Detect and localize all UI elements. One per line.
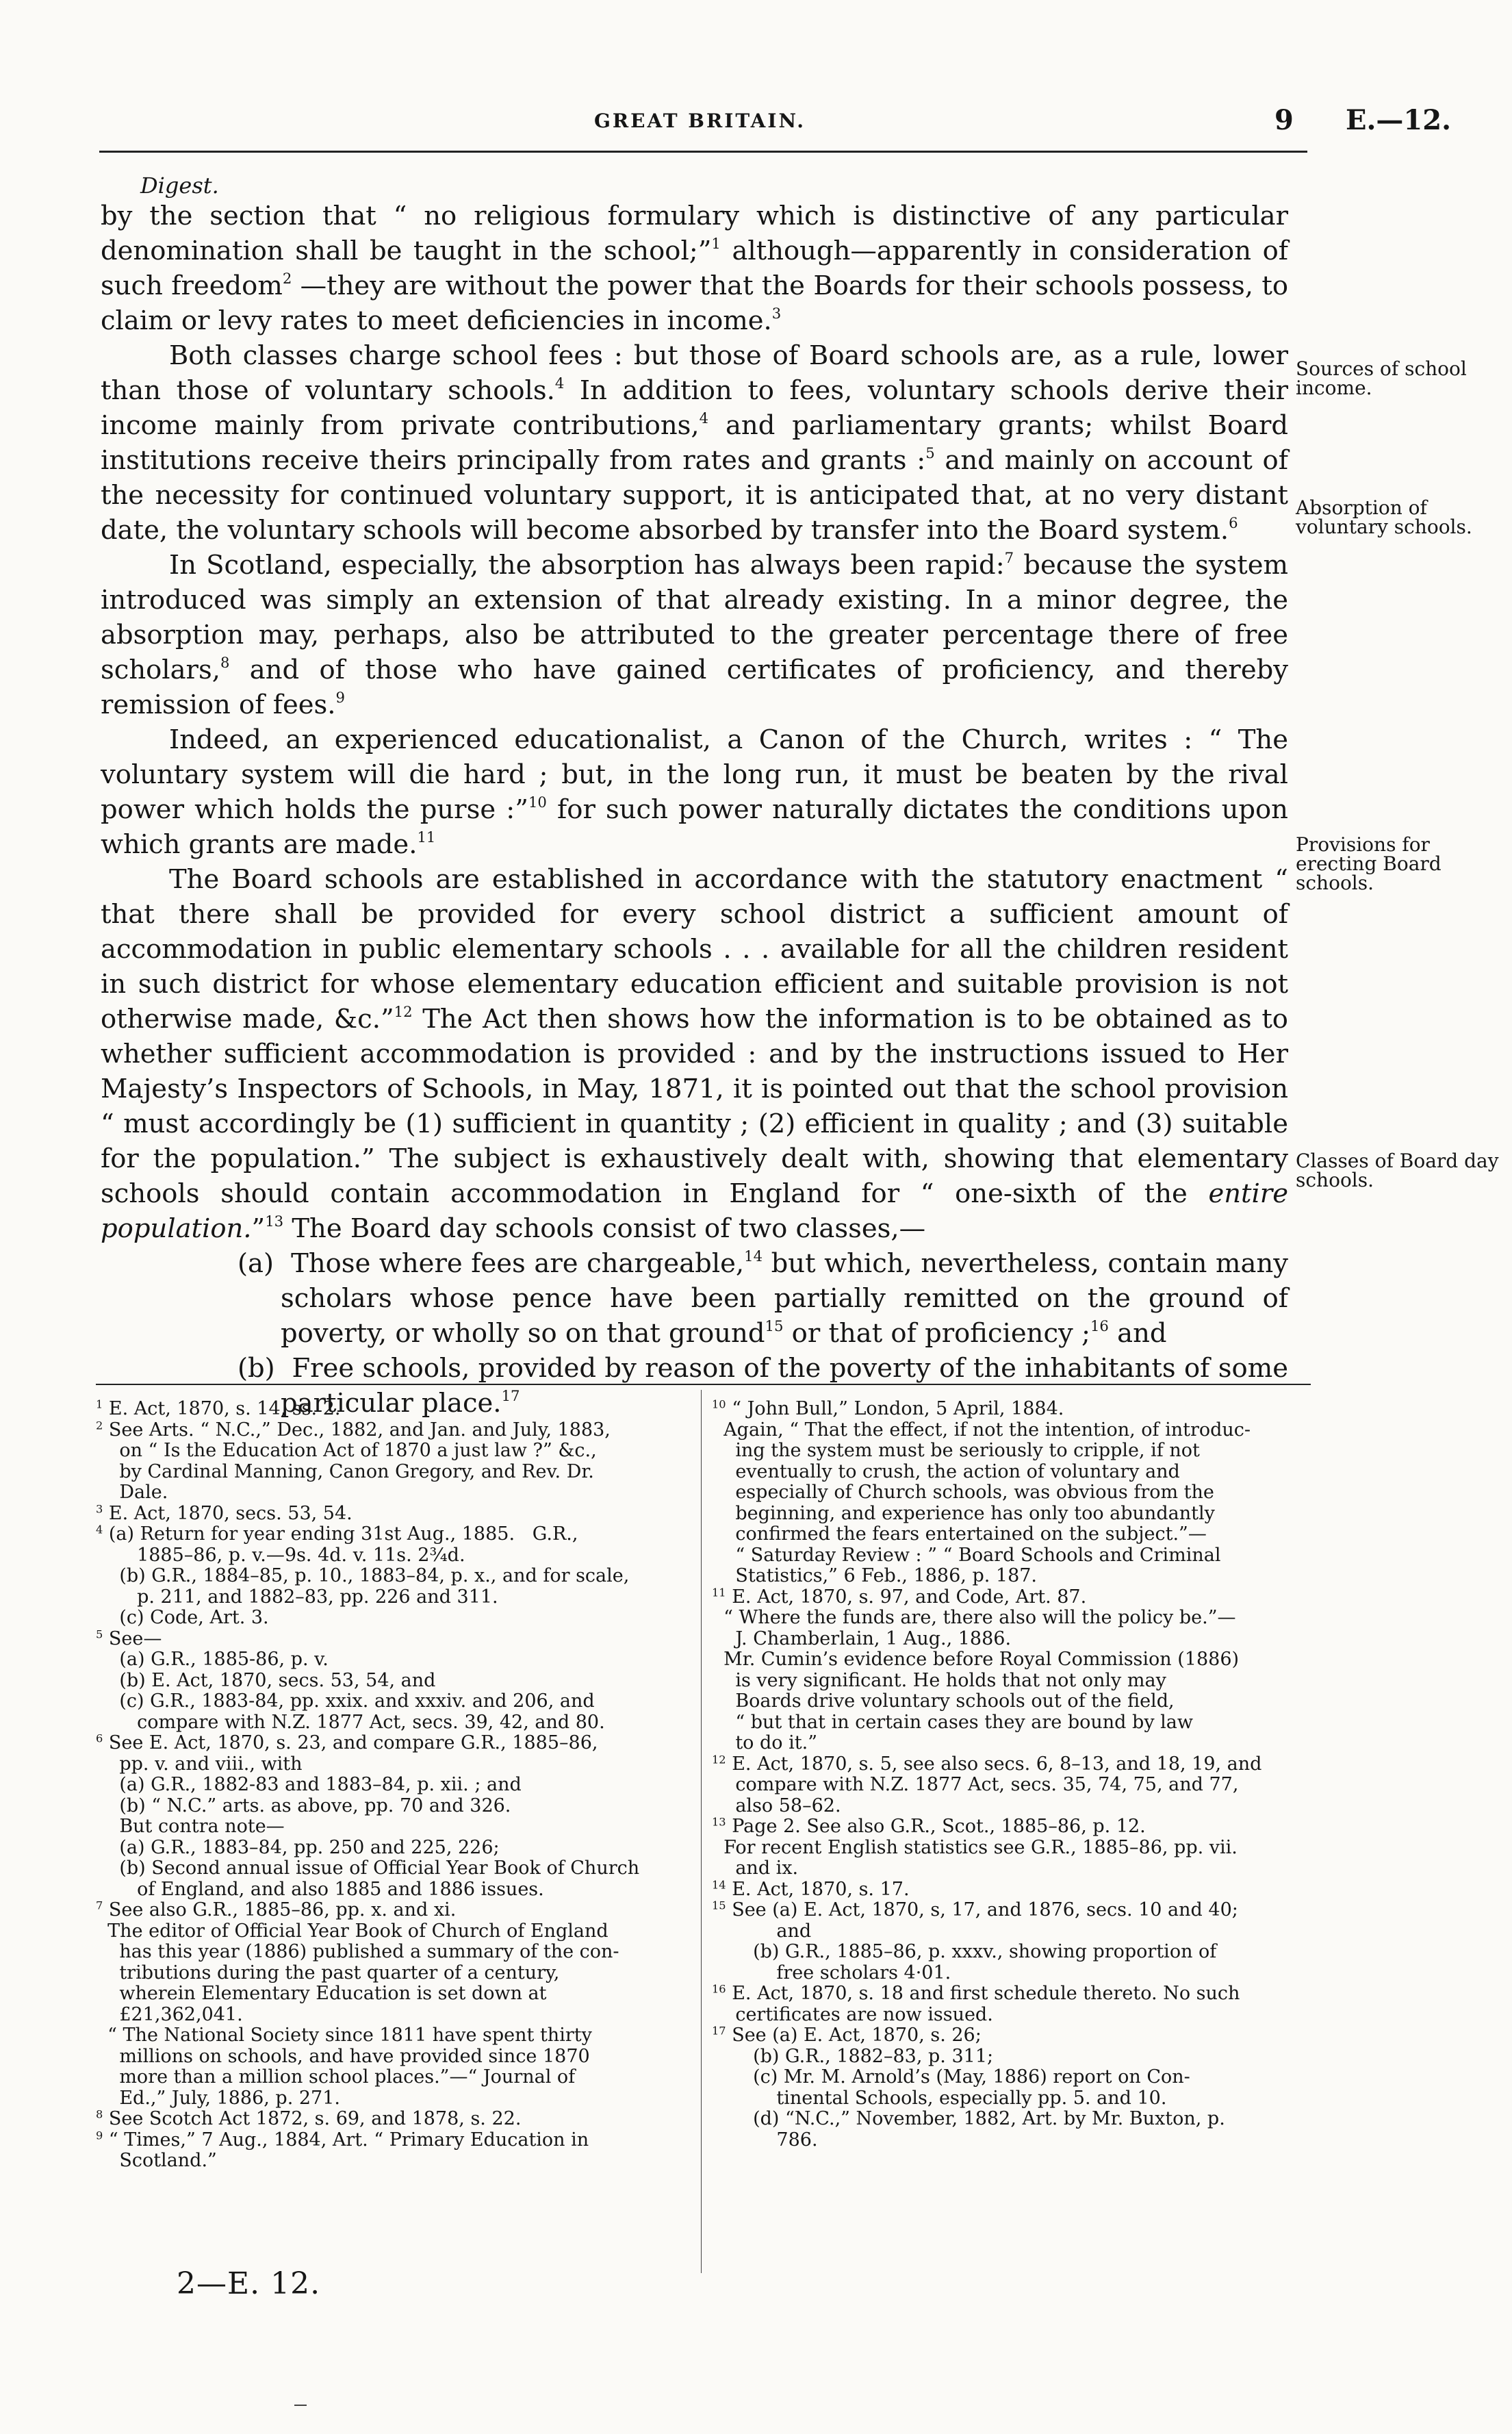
footnote-line <box>712 1900 1311 1921</box>
footnote-line <box>96 1942 693 1963</box>
footnote-line <box>96 1649 693 1671</box>
footnote-text: (b) E. Act, 1870, secs. 53, 54, and <box>96 1669 436 1691</box>
footnote-line <box>96 2151 693 2172</box>
footnote-text: “ Saturday Review : ” “ Board Schools and Criminal <box>712 1544 1221 1566</box>
footnote-text: (a) G.R., 1885-86, p. v. <box>96 1649 329 1670</box>
footnote-line <box>712 1983 1311 2005</box>
header-rule <box>99 151 1307 153</box>
footnote-line <box>712 1420 1311 1441</box>
footnotes-right-column <box>712 1399 1311 2151</box>
footnote-line <box>712 1671 1311 1692</box>
footnote-text: E. Act, 1870, s. 97, and Code, Art. 87. <box>726 1586 1087 1608</box>
footnote-line <box>96 1838 693 1859</box>
footnote-line <box>712 2130 1311 2151</box>
footnote-text: confirmed the fears entertained on the subject.”— <box>712 1523 1207 1545</box>
footnote-text: But contra note— <box>96 1816 285 1837</box>
footnote-line <box>712 1524 1311 1545</box>
list-item-b: (b) Free schools, provided by reason of the poverty of the inhabitants of some particular place.$^{17}$ <box>238 1353 1288 1419</box>
footnote-line <box>712 1775 1311 1796</box>
footnote-text: free scholars 4·01. <box>712 1962 951 1983</box>
footnote-line <box>96 1566 693 1587</box>
footnote-text: tinental Schools, especially pp. 5. and 10. <box>712 2087 1167 2109</box>
footnote-text: E. Act, 1870, s. 5, see also secs. 6, 8–13, and 18, 19, and <box>726 1753 1262 1775</box>
footnote-number: 16 <box>712 1982 726 1996</box>
footnote-number: 10 <box>712 1397 726 1411</box>
side-note-absorption: Absorption of voluntary schools. <box>1296 496 1472 538</box>
footnote-text: “ Where the funds are, there also will the policy be.”— <box>712 1607 1236 1628</box>
paragraph-1: by the section that “ no religious formulary which is distinctive of any particular denomination shall be taught in the school;”$^1$ although—apparently in consideration of such freedom$^2$ —they are without the power that the Boards for their schools possess, to claim or levy rates to meet deficiencies in income.$^3$ <box>101 201 1289 336</box>
footnote-line <box>96 1921 693 1942</box>
footnote-text: For recent English statistics see G.R., 1885–86, pp. vii. <box>712 1836 1238 1858</box>
footnote-text: E. Act, 1870, s. 14, ss. 2. <box>103 1398 341 1419</box>
footnotes-left-column <box>96 1399 693 2172</box>
footnote-number: 5 <box>96 1627 103 1640</box>
footnote-line <box>96 1963 693 1984</box>
footnote-text: See also G.R., 1885–86, pp. x. and xi. <box>103 1899 457 1920</box>
footnote-line <box>712 2088 1311 2109</box>
footnote-text: See— <box>103 1627 162 1649</box>
footnote-line <box>96 2067 693 2088</box>
footnote-text: to do it.” <box>712 1732 818 1753</box>
footnote-text: (c) Code, Art. 3. <box>96 1607 269 1628</box>
footnote-line <box>96 2109 693 2130</box>
footnote-text: £21,362,041. <box>96 2003 243 2025</box>
footnote-text: has this year (1886) published a summary of the con- <box>96 1941 619 1962</box>
footnote-text: “ but that in certain cases they are bound by law <box>712 1711 1194 1733</box>
footnote-text: (a) G.R., 1883–84, pp. 250 and 225, 226; <box>96 1836 500 1858</box>
footnote-line <box>96 1858 693 1879</box>
footnote-line <box>96 1691 693 1712</box>
footnote-line <box>712 1733 1311 1754</box>
footnote-text: Ed.,” July, 1886, p. 271. <box>96 2087 340 2109</box>
footnote-text: (b) G.R., 1882–83, p. 311; <box>712 2045 994 2067</box>
footnote-text: See Scotch Act 1872, s. 69, and 1878, s. 22. <box>103 2108 522 2129</box>
footnote-text: 1885–86, p. v.—9s. 4d. v. 11s. 2¾d. <box>96 1544 465 1566</box>
footnote-text: especially of Church schools, was obvious from the <box>712 1482 1214 1503</box>
footnote-line <box>96 1796 693 1817</box>
footnote-text: “ John Bull,” London, 5 April, 1884. <box>726 1398 1064 1419</box>
footnote-text: J. Chamberlain, 1 Aug., 1886. <box>712 1627 1012 1649</box>
footnote-text: E. Act, 1870, secs. 53, 54. <box>103 1502 353 1524</box>
body-text <box>101 199 1288 1421</box>
footnote-text: Dale. <box>96 1482 168 1503</box>
footnote-text: and <box>712 1920 812 1942</box>
footnote-line <box>96 1399 693 1420</box>
footnote-line <box>712 1942 1311 1963</box>
footnote-text: (a) Return for year ending 31st Aug., 1885. G.R., <box>103 1523 578 1545</box>
footnote-number: 11 <box>712 1585 726 1599</box>
footnote-text: Statistics,” 6 Feb., 1886, p. 187. <box>712 1565 1038 1586</box>
footnote-text: p. 211, and 1882–83, pp. 226 and 311. <box>96 1586 498 1608</box>
footnote-line <box>712 2025 1311 2046</box>
paragraph-5: The Board schools are established in accordance with the statutory enactment “ that there shall be provided for every school district a sufficient amount of accommodation in public elementary schools . . . available for all the children resident in such district for whose elementary education efficient and suitable provision is not otherwise made, &c.”$^{12}$ The Act then shows how the information is to be obtained as to whether sufficient accommodation is provided : and by the instructions issued to Her Majesty’s Inspectors of Schools, in May, 1871, it is pointed out that the school provision “ must accordingly be (1) sufficient in quantity ; (2) efficient in quality ; and (3) suitable for the population.” The subject is exhaustively dealt with, showing that elementary schools should contain accommodation in England for “ one-sixth of the entire population.”$^{13}$ The Board day schools consist of two classes,— <box>101 864 1288 1244</box>
footnote-line <box>712 1858 1311 1879</box>
footnote-text: Boards drive voluntary schools out of the field, <box>712 1690 1175 1712</box>
footnote-line <box>712 1838 1311 1859</box>
footnote-text: wherein Elementary Education is set down at <box>96 1983 547 2004</box>
side-note-classes: Classes of Board day schools. <box>1296 1150 1499 1191</box>
footnote-text: more than a million school places.”—“ Journal of <box>96 2066 576 2088</box>
footnote-text: millions on schools, and have provided since 1870 <box>96 2045 590 2067</box>
footnote-text: Mr. Cumin’s evidence before Royal Commission (1886) <box>712 1649 1240 1670</box>
footnote-text: (b) G.R., 1884–85, p. 10., 1883–84, p. x., and for scale, <box>96 1565 630 1586</box>
footnote-line <box>96 1775 693 1796</box>
footnote-line <box>96 2025 693 2046</box>
footnote-text: eventually to crush, the action of voluntary and <box>712 1460 1180 1482</box>
footnote-line <box>96 1587 693 1608</box>
side-note-provisions: Provisions for erecting Board schools. <box>1296 833 1441 894</box>
footnote-line <box>712 1399 1311 1420</box>
footnote-rule <box>96 1384 1311 1385</box>
footnote-line <box>96 1983 693 2005</box>
footnote-number: 14 <box>712 1877 726 1891</box>
footnote-number: 7 <box>96 1899 103 1912</box>
footnote-line <box>712 1566 1311 1587</box>
footnote-line <box>96 1816 693 1838</box>
footnote-line <box>96 1754 693 1775</box>
footnote-text: by Cardinal Manning, Canon Gregory, and Rev. Dr. <box>96 1460 594 1482</box>
footnote-line <box>712 1545 1311 1567</box>
footnote-line <box>96 1733 693 1754</box>
footnote-number: 1 <box>96 1397 103 1411</box>
footnote-text: certificates are now issued. <box>712 2003 993 2025</box>
footnote-text: E. Act, 1870, s. 18 and first schedule thereto. No such <box>726 1983 1240 2004</box>
paragraph-3: In Scotland, especially, the absorption has always been rapid:$^7$ because the system introduced was simply an extension of that already existing. In a minor degree, the absorption may, perhaps, also be attributed to the greater percentage there of free scholars,$^8$ and of those who have gained certificates of proficiency, and thereby remission of fees.$^9$ <box>101 549 1288 720</box>
footnote-number: 8 <box>96 2107 103 2121</box>
corner-mark <box>294 2405 307 2406</box>
footnote-text: tributions during the past quarter of a century, <box>96 1962 560 1983</box>
footnote-line <box>712 1649 1311 1671</box>
footnote-text: (c) G.R., 1883-84, pp. xxix. and xxxiv. and 206, and <box>96 1690 595 1712</box>
paragraph-2: Both classes charge school fees : but those of Board schools are, as a rule, lower than those of voluntary schools.$^4$ In addition to fees, voluntary schools derive their income mainly from private contributions,$^4$ and parliamentary grants; whilst Board institutions receive theirs principally from rates and grants :$^5$ and mainly on account of the necessity for continued voluntary support, it is anticipated that, at no very distant date, the voluntary schools will become absorbed by transfer into the Board system.$^6$ <box>101 340 1288 546</box>
footnote-line <box>712 1587 1311 1608</box>
footnote-line <box>712 1482 1311 1504</box>
footnote-number: 9 <box>96 2128 103 2142</box>
footnote-line <box>712 1462 1311 1483</box>
printer-signature: 2—E. 12. <box>177 2266 321 2301</box>
footnote-line <box>96 1462 693 1483</box>
footnote-line <box>712 1921 1311 1942</box>
list-item-a: (a) Those where fees are chargeable,$^{14}$ but which, nevertheless, contain many scholars whose pence have been partially remitted on the ground of poverty, or wholly so on that ground$^{15}$ or that of proficiency ;$^{16}$ and <box>238 1247 1288 1349</box>
footnote-text: beginning, and experience has only too abundantly <box>712 1502 1215 1524</box>
footnote-number: 6 <box>96 1732 103 1745</box>
footnote-line <box>712 2109 1311 2130</box>
footnote-line <box>96 2046 693 2068</box>
footnote-line <box>96 2088 693 2109</box>
footnote-text: ing the system must be seriously to cripple, if not <box>712 1440 1200 1461</box>
footnote-number: 15 <box>712 1899 726 1912</box>
footnote-line <box>712 1754 1311 1775</box>
footnote-line <box>712 1796 1311 1817</box>
footnote-text: also 58–62. <box>712 1795 841 1816</box>
footnote-text: See (a) E. Act, 1870, s. 26; <box>726 2025 982 2046</box>
page-number: 9 <box>1274 104 1294 136</box>
footnote-text: “ The National Society since 1811 have spent thirty <box>96 2025 592 2046</box>
footnote-line <box>96 2005 693 2026</box>
footnote-text: (b) Second annual issue of Official Year Book of Church <box>96 1858 640 1879</box>
footnote-line <box>712 1441 1311 1462</box>
footnote-line <box>712 1691 1311 1712</box>
footnote-number: 3 <box>96 1501 103 1515</box>
footnote-line <box>96 1420 693 1441</box>
footnote-line <box>96 1712 693 1734</box>
footnote-text: compare with N.Z. 1877 Act, secs. 35, 74, 75, and 77, <box>712 1774 1239 1795</box>
footnote-text: and ix. <box>712 1858 799 1879</box>
footnote-text: See E. Act, 1870, s. 23, and compare G.R., 1885–86, <box>103 1732 598 1753</box>
footnote-text: E. Act, 1870, s. 17. <box>726 1878 910 1900</box>
footnote-line <box>96 1524 693 1545</box>
footnote-number: 12 <box>712 1752 726 1766</box>
footnote-text: “ Times,” 7 Aug., 1884, Art. “ Primary Education in <box>103 2129 589 2151</box>
marginal-heading-digest: Digest. <box>140 173 219 199</box>
footnote-line <box>96 1545 693 1567</box>
running-head-title: GREAT BRITAIN. <box>594 110 806 132</box>
footnote-text: Scotland.” <box>96 2150 217 2171</box>
footnote-text: (a) G.R., 1882-83 and 1883–84, p. xii. ; and <box>96 1774 522 1795</box>
footnote-line <box>712 1879 1311 1901</box>
footnote-line <box>712 1712 1311 1734</box>
footnote-line <box>96 1900 693 1921</box>
footnote-line <box>96 1629 693 1650</box>
footnote-text: Again, “ That the effect, if not the intention, of introduc- <box>712 1419 1251 1441</box>
footnote-text: See (a) E. Act, 1870, s, 17, and 1876, secs. 10 and 40; <box>726 1899 1238 1920</box>
footnote-line <box>712 2067 1311 2088</box>
footnote-number: 2 <box>96 1418 103 1432</box>
footnote-text: (d) “N.C.,” November, 1882, Art. by Mr. Buxton, p. <box>712 2108 1225 2129</box>
footnote-column-divider <box>701 1390 702 2273</box>
footnote-text: (b) G.R., 1885–86, p. xxxv., showing proportion of <box>712 1941 1217 1962</box>
footnote-line <box>96 1879 693 1901</box>
footnote-text: pp. v. and viii., with <box>96 1753 303 1775</box>
footnote-text: is very significant. He holds that not only may <box>712 1669 1166 1691</box>
footnote-line <box>96 1608 693 1629</box>
footnote-line <box>96 1671 693 1692</box>
footnote-text: of England, and also 1885 and 1886 issues. <box>96 1878 544 1900</box>
footnote-line <box>712 1629 1311 1650</box>
footnote-line <box>96 1482 693 1504</box>
footnote-text: (b) “ N.C.” arts. as above, pp. 70 and 326. <box>96 1795 511 1816</box>
footnote-line <box>712 1608 1311 1629</box>
footnote-text: on “ Is the Education Act of 1870 a just law ?” &c., <box>96 1440 597 1461</box>
footnote-line <box>96 1441 693 1462</box>
footnote-line <box>712 1504 1311 1525</box>
footnote-line <box>712 1963 1311 1984</box>
footnote-line <box>96 1501 693 1525</box>
footnote-text: (c) Mr. M. Arnold’s (May, 1886) report on Con- <box>712 2066 1190 2088</box>
footnote-text: See Arts. “ N.C.,” Dec., 1882, and Jan. and July, 1883, <box>103 1419 611 1441</box>
paragraph-4: Indeed, an experienced educationalist, a Canon of the Church, writes : “ The voluntary system will die hard ; but, in the long run, it must be beaten by the rival power which holds the purse :”$^{10}$ for such power naturally dictates the conditions upon which grants are made.$^{11}$ <box>101 724 1288 860</box>
series-code: E.—12. <box>1346 104 1452 136</box>
footnote-line <box>712 2046 1311 2068</box>
footnote-line <box>712 1816 1311 1838</box>
footnote-text: The editor of Official Year Book of Church of England <box>96 1920 608 1942</box>
footnote-number: 4 <box>96 1523 103 1536</box>
footnote-text: compare with N.Z. 1877 Act, secs. 39, 42, and 80. <box>96 1711 605 1733</box>
footnote-text: 786. <box>712 2129 818 2151</box>
footnote-number: 13 <box>712 1815 726 1829</box>
side-note-sources-of-income: Sources of school income. <box>1296 357 1467 399</box>
footnote-line <box>96 2130 693 2151</box>
footnote-number: 17 <box>712 2024 726 2038</box>
footnote-text: Page 2. See also G.R., Scot., 1885–86, p. 12. <box>726 1816 1146 1837</box>
footnote-line <box>712 2005 1311 2026</box>
